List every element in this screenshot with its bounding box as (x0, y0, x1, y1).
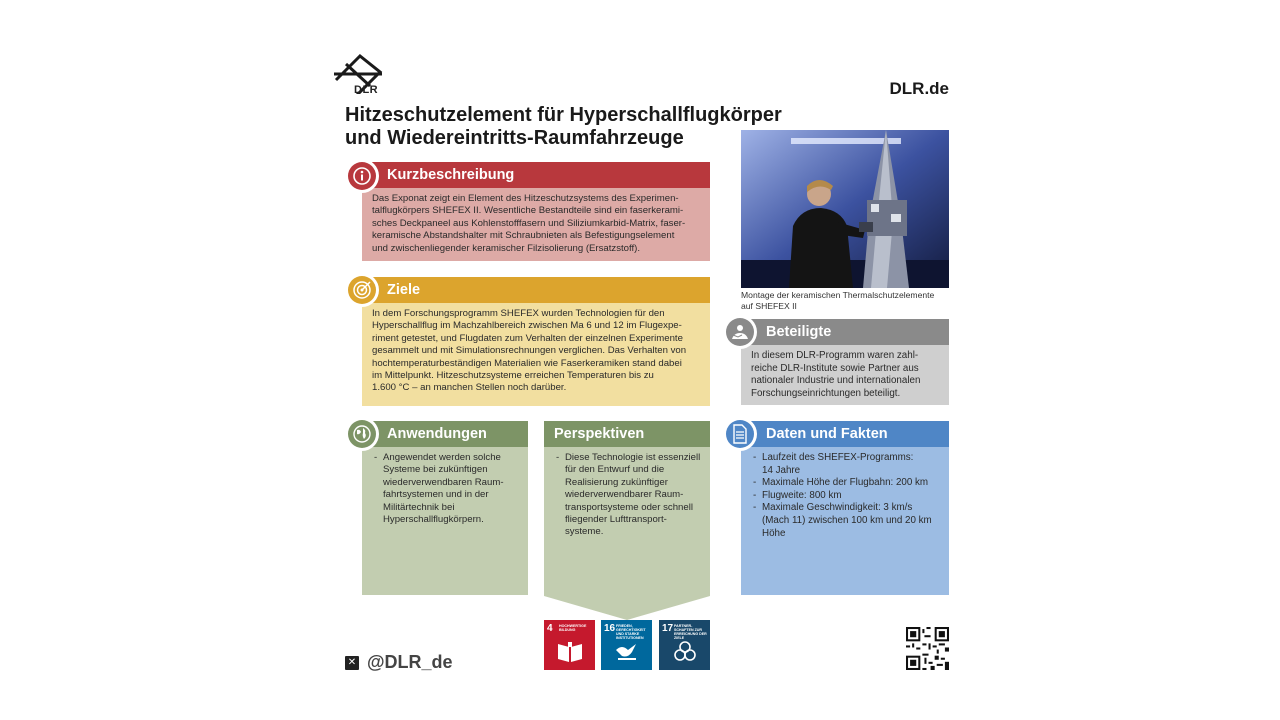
caption-line-2: auf SHEFEX II (741, 300, 797, 311)
ziele-line: 1.600 °C – an manchen Stellen noch darüber. (372, 382, 567, 394)
ziele-heading: Ziele (362, 277, 710, 303)
sdg-label: HOCHWERTIGE BILDUNG (559, 624, 587, 632)
info-icon (345, 159, 379, 193)
beteiligte-body (741, 345, 949, 405)
perspektiven-line: Realisierung zukünftiger (565, 476, 668, 488)
photo-caption (741, 290, 955, 311)
sdg-number: 16 (604, 623, 616, 634)
shefex-photo (741, 130, 949, 288)
kurz-line: und zwischenliegender keramischer Filzisolierung (Ersatzstoff). (372, 242, 641, 254)
perspektiven-line: systeme. (565, 526, 604, 538)
sdg-16-tile (601, 620, 652, 670)
handshake-icon (723, 315, 757, 349)
perspektiven-line: wiederverwendbarer Raum- (565, 489, 684, 501)
title-line-2: und Wiedereintritts-Raumfahrzeuge (345, 127, 684, 149)
book-icon (557, 640, 583, 664)
anwendungen-body (362, 447, 528, 595)
partnership-icon (672, 640, 698, 664)
site-link[interactable]: DLR.de (889, 79, 949, 98)
sdg-number: 4 (547, 623, 553, 634)
daten-item (753, 477, 941, 490)
ziele-body (362, 303, 710, 406)
beteiligte-line: Forschungseinrichtungen beteiligt. (751, 387, 901, 399)
anwendungen-line: - Angewendet werden solche (383, 452, 501, 463)
logo-text: DLR (354, 84, 379, 96)
perspektiven-heading: Perspektiven (554, 426, 645, 442)
sdg-label: FRIEDEN, GERECHTIGKEIT UND STARKE INSTITUTIONEN (616, 624, 646, 640)
qr-code-icon[interactable] (906, 627, 949, 670)
daten-line: - Laufzeit des SHEFEX-Programms: (762, 452, 914, 463)
sdg-label: PARTNER-SCHAFTEN ZUR ERREICHUNG DER ZIELE (674, 624, 707, 640)
ziele-line: hochtemperaturbeständigen Materialien wie Faserkeramiken stand dabei (372, 357, 682, 369)
perspektiven-line: transportsysteme oder schnell (565, 501, 693, 513)
anwendungen-item (374, 452, 520, 526)
perspektiven-item (556, 452, 702, 539)
social-handle-text: @DLR_de (367, 652, 453, 672)
ziele-line: riment getestet, und Flugdaten zum Verhalten der einzelnen Experimente (372, 332, 683, 344)
sdg-17-tile (659, 620, 710, 670)
globe-icon (345, 417, 379, 451)
anwendungen-line: wiederverwendbaren Raum- (383, 476, 504, 488)
beteiligte-heading: Beteiligte (741, 319, 949, 345)
perspektiven-line: fliegender Lufttransport- (565, 514, 667, 526)
anwendungen-line: Systeme bei zukünftigen (383, 464, 488, 476)
anwendungen-line: Hyperschallflugkörpern. (383, 514, 484, 526)
anwendungen-heading: Anwendungen (362, 421, 528, 447)
kurz-body (362, 188, 710, 261)
daten-item (753, 490, 941, 503)
document-icon (723, 417, 757, 451)
kurz-line: Das Exponat zeigt ein Element des Hitzeschutzsystems des Experimen- (372, 193, 679, 204)
x-logo-icon: ✕ (345, 656, 359, 670)
daten-line: - Maximale Geschwindigkeit: 3 km/s (762, 502, 913, 514)
ziele-line: im Mittelpunkt. Hitzeschutzsysteme erreichen Temperaturen bis zu (372, 370, 654, 382)
ziele-line: In dem Forschungsprogramm SHEFEX wurden Technologien für den (372, 308, 665, 319)
target-icon (345, 273, 379, 307)
daten-line: - Maximale Höhe der Flugbahn: 200 km (762, 477, 929, 489)
kurz-line: sches Deckpaneel aus Kohlenstofffasern und Siliziumkarbid-Matrix, faser- (372, 217, 686, 229)
daten-heading: Daten und Fakten (741, 421, 949, 447)
title-line-1: Hitzeschutzelement für Hyperschallflugkörper (345, 104, 782, 126)
daten-line: 14 Jahre (762, 464, 801, 476)
ziele-line: gesammelt und mit Simulationsrechnungen verglichen. Das Verhalten von (372, 345, 687, 357)
perspektiven-line: für den Entwurf und die (565, 464, 665, 476)
ziele-line: Hyperschallflug im Machzahlbereich zwischen Ma 6 und 12 im Flugexpe- (372, 320, 682, 332)
daten-item (753, 502, 941, 540)
daten-line: Höhe (762, 527, 786, 539)
anwendungen-line: fahrtsystemen und in der (383, 489, 489, 501)
anwendungen-line: Militärtechnik bei (383, 501, 455, 513)
caption-line-1: Montage der keramischen Thermalschutzelemente (741, 290, 935, 300)
poster (330, 40, 955, 680)
kurz-line: keramische Abstandshalter mit Schraubnieten als Befestigungselement (372, 230, 675, 242)
kurz-heading: Kurzbeschreibung (362, 162, 710, 188)
beteiligte-line: reiche DLR-Institute sowie Partner aus (751, 362, 919, 374)
dove-icon (614, 640, 640, 664)
beteiligte-line: nationaler Industrie und internationalen (751, 375, 921, 387)
sdg-number: 17 (662, 623, 674, 634)
daten-line: (Mach 11) zwischen 100 km und 20 km (762, 514, 932, 526)
beteiligte-line: In diesem DLR-Programm waren zahl- (751, 350, 919, 361)
social-handle[interactable] (345, 652, 453, 673)
perspektiven-body (544, 447, 710, 539)
perspektiven-line: - Diese Technologie ist essenziell (565, 452, 701, 463)
daten-body (741, 447, 949, 595)
sdg-4-tile (544, 620, 595, 670)
daten-line: - Flugweite: 800 km (762, 489, 842, 501)
kurz-line: talflugkörpers SHEFEX II. Wesentliche Bestandteile sind ein faserkerami- (372, 205, 684, 217)
daten-item (753, 452, 941, 477)
